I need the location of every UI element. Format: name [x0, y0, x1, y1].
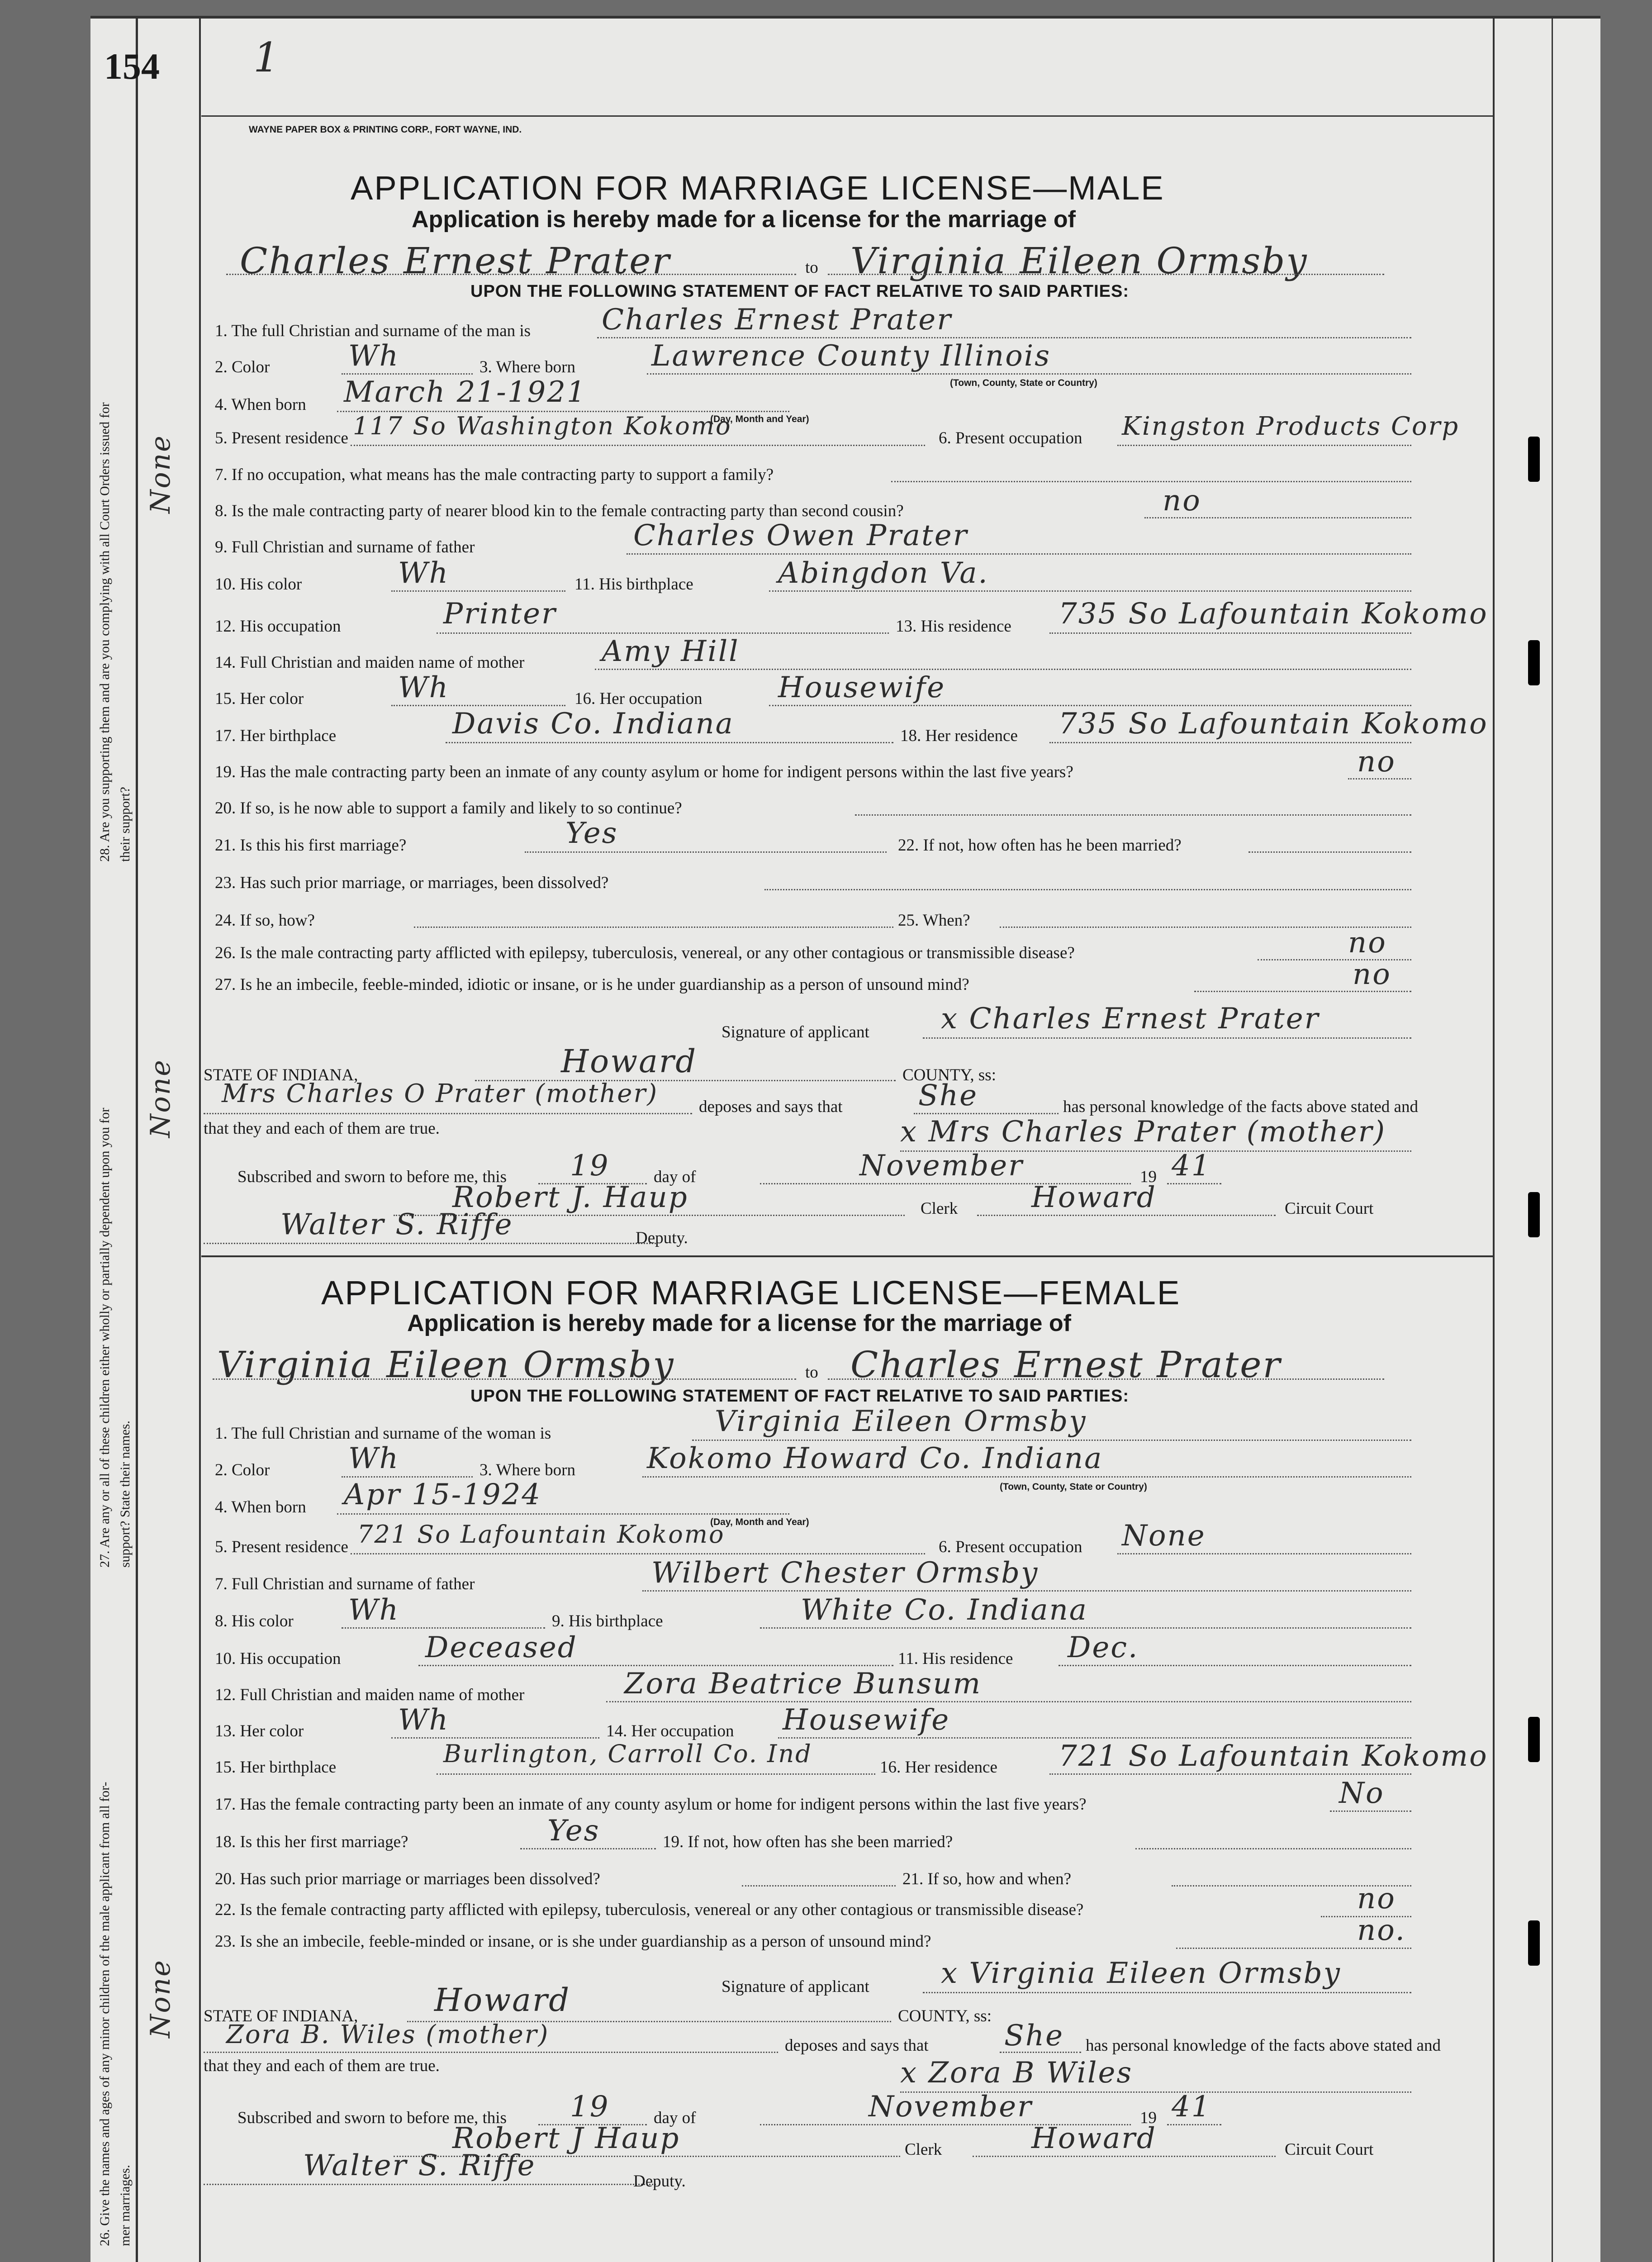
female-q12-answer: Zora Beatrice Bunsum — [624, 1667, 982, 1701]
female-q8-answer: Wh — [348, 1593, 399, 1627]
male-county-label: COUNTY, ss: — [902, 1066, 996, 1084]
female-q22-answer: no — [1357, 1882, 1396, 1915]
male-deputy-label: Deputy. — [636, 1229, 688, 1247]
male-q27-answer: no — [1353, 958, 1391, 991]
female-witness-signature: x Zora B Wiles — [900, 2056, 1133, 2090]
male-to-label: to — [805, 258, 818, 277]
male-q4: 4. When born — [215, 395, 306, 414]
right-margin-line — [1493, 16, 1495, 2262]
male-q26-answer: no — [1348, 926, 1387, 960]
female-q23-answer: no. — [1357, 1914, 1406, 1947]
female-day-of-label: day of — [654, 2109, 696, 2127]
male-q19: 19. Has the male contracting party been an inmate of any county asylum or home for indigent persons within the last five years? — [215, 763, 1073, 781]
male-witness-signature: x Mrs Charles Prater (mother) — [900, 1115, 1386, 1149]
female-q8: 8. His color — [215, 1612, 294, 1630]
male-true-label: that they and each of them are true. — [204, 1119, 440, 1138]
female-q13-answer: Wh — [398, 1703, 449, 1737]
female-year-prefix: 19 — [1140, 2109, 1157, 2127]
female-to-label: to — [805, 1363, 818, 1382]
printer-imprint: WAYNE PAPER BOX & PRINTING CORP., FORT WAYNE, IND. — [249, 124, 522, 135]
male-q15: 15. Her color — [215, 689, 304, 708]
male-q12: 12. His occupation — [215, 617, 341, 636]
male-q17-answer: Davis Co. Indiana — [452, 707, 734, 741]
male-sworn-day: 19 — [570, 1149, 610, 1183]
female-q11-answer: Dec. — [1068, 1631, 1139, 1664]
male-sworn-label: Subscribed and sworn to before me, this — [237, 1168, 507, 1186]
male-q16-answer: Housewife — [778, 671, 946, 704]
male-partner-name: Virginia Eileen Ormsby — [850, 240, 1308, 282]
binder-hole — [1528, 1192, 1540, 1237]
male-q16: 16. Her occupation — [574, 689, 703, 708]
male-q11-answer: Abingdon Va. — [778, 556, 989, 590]
female-q18-answer: Yes — [547, 1814, 600, 1848]
male-q13: 13. His residence — [896, 617, 1011, 636]
margin-answer-28: None — [145, 434, 176, 513]
margin-answer-27: None — [145, 1059, 176, 1138]
binder-hole — [1528, 1717, 1540, 1762]
male-q6: 6. Present occupation — [939, 429, 1082, 447]
female-q22: 22. Is the female contracting party afflicted with epilepsy, tuberculosis, venereal or any other contagious or transmissible disease? — [215, 1901, 1084, 1919]
male-q19-answer: no — [1357, 745, 1396, 779]
female-q21: 21. If so, how and when? — [902, 1870, 1071, 1888]
male-q18-answer: 735 So Lafountain Kokomo — [1059, 707, 1488, 741]
female-sworn-day: 19 — [570, 2090, 610, 2124]
right-edge-line — [1552, 16, 1553, 2262]
female-county-label: COUNTY, ss: — [898, 2007, 992, 2025]
male-title: APPLICATION FOR MARRIAGE LICENSE—MALE — [351, 169, 1165, 207]
margin-q28-line1: 28. Are you supporting them and are you complying with all Court Orders issued for — [97, 402, 112, 862]
female-signature-label: Signature of applicant — [722, 1977, 869, 1996]
female-deputy-signature: Walter S. Riffe — [303, 2149, 536, 2182]
female-q7: 7. Full Christian and surname of father — [215, 1575, 475, 1593]
male-q27: 27. Is he an imbecile, feeble-minded, idiotic or insane, or is he under guardianship as a person of unsound mind? — [215, 975, 969, 994]
female-q3-answer: Kokomo Howard Co. Indiana — [647, 1442, 1103, 1475]
male-clerk-label: Clerk — [921, 1199, 958, 1218]
female-q23: 23. Is she an imbecile, feeble-minded or insane, or is she under guardianship as a person of unsound mind? — [215, 1932, 931, 1951]
male-q18: 18. Her residence — [900, 727, 1018, 745]
female-true-label: that they and each of them are true. — [204, 2057, 440, 2075]
male-q13-answer: 735 So Lafountain Kokomo — [1059, 597, 1488, 631]
male-q22: 22. If not, how often has he been married? — [898, 836, 1182, 855]
female-q5: 5. Present residence — [215, 1538, 348, 1556]
female-sworn-month: November — [869, 2090, 1033, 2124]
male-q14: 14. Full Christian and maiden name of mother — [215, 653, 525, 672]
female-signature: x Virginia Eileen Ormsby — [941, 1957, 1341, 1990]
female-deposes-label: deposes and says that — [785, 2036, 929, 2055]
male-q6-answer: Kingston Products Corp — [1122, 412, 1460, 441]
male-subtitle: Application is hereby made for a license for the marriage of — [412, 206, 1076, 233]
binder-hole — [1528, 640, 1540, 685]
female-q2-answer: Wh — [348, 1442, 399, 1475]
female-q10-answer: Deceased — [425, 1631, 578, 1664]
left-margin-line — [136, 16, 138, 2262]
female-deponent: Zora B. Wiles (mother) — [226, 2020, 550, 2049]
female-q5-answer: 721 So Lafountain Kokomo — [357, 1520, 725, 1549]
margin-q27-line2: support? State their names. — [118, 1421, 133, 1568]
female-q14: 14. Her occupation — [606, 1722, 734, 1740]
male-q10: 10. His color — [215, 575, 302, 594]
page-number: 154 — [104, 46, 160, 87]
female-q10: 10. His occupation — [215, 1649, 341, 1668]
female-q15: 15. Her birthplace — [215, 1758, 337, 1777]
female-q4-answer: Apr 15-1924 — [344, 1478, 542, 1511]
female-year-suffix: 41 — [1172, 2090, 1211, 2124]
male-clerk-county: Howard — [1031, 1181, 1157, 1214]
margin-q28-line2: their support? — [118, 787, 133, 862]
male-q11: 11. His birthplace — [574, 575, 693, 594]
female-county-value: Howard — [434, 1982, 571, 2019]
male-q15-answer: Wh — [398, 671, 449, 704]
female-q7-answer: Wilbert Chester Ormsby — [651, 1556, 1039, 1590]
male-year-prefix: 19 — [1140, 1168, 1157, 1186]
male-state-label: STATE OF INDIANA, — [204, 1066, 358, 1084]
margin-q26-line1: 26. Give the names and ages of any minor children of the male applicant from all for- — [97, 1782, 112, 2246]
male-q9: 9. Full Christian and surname of father — [215, 538, 475, 556]
female-subtitle: Application is hereby made for a license for the marriage of — [407, 1310, 1071, 1336]
male-clerk-signature: Robert J. Haup — [452, 1181, 688, 1214]
male-q12-answer: Printer — [443, 597, 557, 631]
male-day-of-label: day of — [654, 1168, 696, 1186]
female-q1-answer: Virginia Eileen Ormsby — [715, 1405, 1087, 1438]
male-q8: 8. Is the male contracting party of nearer blood kin to the female contracting party than second cousin? — [215, 502, 904, 520]
male-q2-answer: Wh — [348, 339, 399, 373]
female-applicant-name: Virginia Eileen Ormsby — [217, 1344, 675, 1386]
male-deponent: Mrs Charles O Prater (mother) — [222, 1079, 659, 1108]
male-q23: 23. Has such prior marriage, or marriages, been dissolved? — [215, 874, 609, 892]
male-q1: 1. The full Christian and surname of the man is — [215, 322, 531, 340]
female-deputy-label: Deputy. — [633, 2172, 686, 2191]
female-circuit-label: Circuit Court — [1285, 2140, 1374, 2159]
female-q11: 11. His residence — [898, 1649, 1013, 1668]
female-q1: 1. The full Christian and surname of the woman is — [215, 1424, 551, 1443]
female-q3: 3. Where born — [479, 1461, 575, 1479]
female-q6: 6. Present occupation — [939, 1538, 1082, 1556]
male-signature: x Charles Ernest Prater — [941, 1002, 1320, 1036]
female-birthplace-hint: (Town, County, State or Country) — [1000, 1482, 1147, 1492]
female-q6-answer: None — [1122, 1519, 1206, 1553]
female-title: APPLICATION FOR MARRIAGE LICENSE—FEMALE — [321, 1274, 1181, 1312]
margin-q27-line1: 27. Are any or all of these children either wholly or partially dependent upon you for — [97, 1107, 112, 1568]
male-knowledge-label: has personal knowledge of the facts above stated and — [1063, 1098, 1418, 1116]
female-q19: 19. If not, how often has she been married? — [663, 1833, 953, 1851]
male-q1-answer: Charles Ernest Prater — [602, 303, 952, 337]
male-birthplace-hint: (Town, County, State or Country) — [950, 378, 1097, 388]
binder-hole — [1528, 437, 1540, 482]
female-q9-answer: White Co. Indiana — [801, 1593, 1088, 1627]
male-q21: 21. Is this his first marriage? — [215, 836, 407, 855]
left-margin-line-2 — [199, 16, 201, 2262]
female-partner-name: Charles Ernest Prater — [850, 1344, 1282, 1386]
male-circuit-label: Circuit Court — [1285, 1199, 1374, 1218]
female-q17: 17. Has the female contracting party been an inmate of any county asylum or home for indigent persons within the last five years? — [215, 1795, 1087, 1814]
female-q20: 20. Has such prior marriage or marriages been dissolved? — [215, 1870, 600, 1888]
female-q9: 9. His birthplace — [552, 1612, 663, 1630]
male-q17: 17. Her birthplace — [215, 727, 337, 745]
top-border — [90, 16, 1600, 19]
female-clerk-label: Clerk — [905, 2140, 942, 2159]
male-q10-answer: Wh — [398, 556, 449, 590]
male-q5: 5. Present residence — [215, 429, 348, 447]
male-q20: 20. If so, is he now able to support a family and likely to so continue? — [215, 799, 682, 817]
male-q7: 7. If no occupation, what means has the male contracting party to support a family? — [215, 466, 774, 484]
female-q16-answer: 721 So Lafountain Kokomo — [1059, 1739, 1488, 1773]
male-q24: 24. If so, how? — [215, 911, 315, 930]
male-sworn-month: November — [859, 1149, 1024, 1183]
male-year-suffix: 41 — [1172, 1149, 1211, 1183]
section-divider — [201, 1255, 1493, 1257]
binder-hole — [1528, 1920, 1540, 1966]
female-q17-answer: No — [1339, 1777, 1385, 1810]
female-state-label: STATE OF INDIANA, — [204, 2007, 358, 2025]
female-q18: 18. Is this her first marriage? — [215, 1833, 408, 1851]
female-clerk-signature: Robert J Haup — [452, 2122, 680, 2155]
female-q13: 13. Her color — [215, 1722, 304, 1740]
male-q2: 2. Color — [215, 358, 270, 376]
female-statement-heading: UPON THE FOLLOWING STATEMENT OF FACT RELATIVE TO SAID PARTIES: — [470, 1387, 1130, 1406]
male-county-value: Howard — [561, 1043, 698, 1080]
male-statement-heading: UPON THE FOLLOWING STATEMENT OF FACT RELATIVE TO SAID PARTIES: — [470, 282, 1130, 301]
female-q12: 12. Full Christian and maiden name of mother — [215, 1686, 525, 1704]
male-q26: 26. Is the male contracting party afflicted with epilepsy, tuberculosis, venereal, or any other contagious or transmissible disease? — [215, 944, 1075, 962]
male-applicant-name: Charles Ernest Prater — [240, 240, 671, 282]
header-rule — [201, 115, 1493, 117]
female-date-hint: (Day, Month and Year) — [710, 1517, 809, 1527]
male-q8-answer: no — [1163, 484, 1201, 518]
male-deposes-label: deposes and says that — [699, 1098, 843, 1116]
female-q15-answer: Burlington, Carroll Co. Ind — [443, 1739, 812, 1768]
male-pronoun: She — [918, 1079, 978, 1112]
female-q16: 16. Her residence — [880, 1758, 997, 1777]
female-clerk-county: Howard — [1031, 2122, 1157, 2155]
male-q5-answer: 117 So Washington Kokomo — [353, 412, 732, 440]
marriage-license-page — [90, 16, 1600, 2262]
entry-mark: 1 — [253, 34, 281, 81]
male-q3-answer: Lawrence County Illinois — [651, 339, 1051, 373]
female-q14-answer: Housewife — [783, 1703, 950, 1737]
male-signature-label: Signature of applicant — [722, 1023, 869, 1041]
male-q21-answer: Yes — [565, 817, 618, 850]
male-q9-answer: Charles Owen Prater — [633, 519, 968, 552]
male-q4-answer: March 21-1921 — [344, 375, 587, 409]
margin-q26-line2: mer marriages. — [118, 2165, 133, 2246]
male-deputy-signature: Walter S. Riffe — [280, 1208, 513, 1241]
female-q4: 4. When born — [215, 1498, 306, 1516]
margin-answer-26: None — [145, 1959, 176, 2038]
male-q14-answer: Amy Hill — [602, 635, 740, 668]
female-sworn-label: Subscribed and sworn to before me, this — [237, 2109, 507, 2127]
male-q3: 3. Where born — [479, 358, 575, 376]
male-q25: 25. When? — [898, 911, 970, 930]
female-q2: 2. Color — [215, 1461, 270, 1479]
female-pronoun: She — [1004, 2019, 1064, 2053]
male-date-hint: (Day, Month and Year) — [710, 414, 809, 424]
female-knowledge-label: has personal knowledge of the facts above stated and — [1086, 2036, 1441, 2055]
